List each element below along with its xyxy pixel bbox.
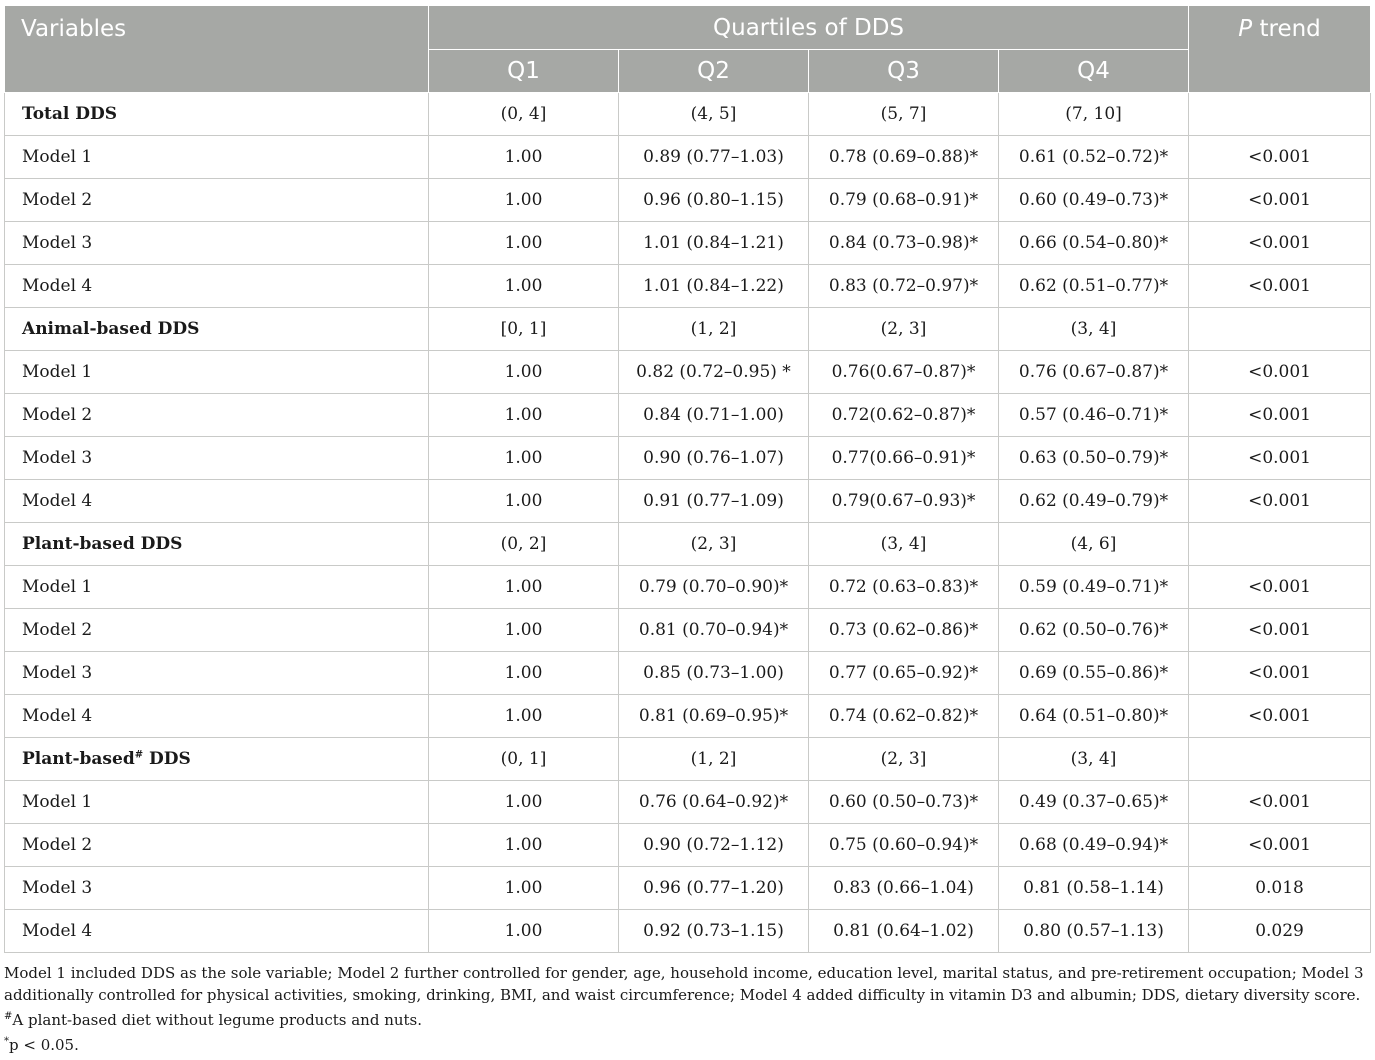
q3-cell: 0.75 (0.60–0.94)*	[809, 824, 999, 867]
model-label: Model 2	[5, 394, 429, 437]
q4-cell: 0.81 (0.58–1.14)	[999, 867, 1189, 910]
group-label	[5, 738, 429, 781]
group-label-sup: #	[134, 749, 144, 761]
q1-cell: 1.00	[429, 566, 619, 609]
q1-cell: 1.00	[429, 652, 619, 695]
q1-cell: 1.00	[429, 781, 619, 824]
header-q2: Q2	[619, 50, 809, 93]
table-row	[5, 609, 1371, 652]
model-label: Model 4	[5, 695, 429, 738]
q2-cell: 0.92 (0.73–1.15)	[619, 910, 809, 953]
table-row-group	[5, 308, 1371, 351]
range-cell: (2, 3]	[809, 738, 999, 781]
q4-cell: 0.62 (0.49–0.79)*	[999, 480, 1189, 523]
header-q1: Q1	[429, 50, 619, 93]
p-trend-cell	[1189, 523, 1371, 566]
q1-cell: 1.00	[429, 179, 619, 222]
range-cell: (3, 4]	[999, 308, 1189, 351]
p-trend-cell	[1189, 308, 1371, 351]
group-label-rest: DDS	[143, 749, 191, 769]
table-row-group	[5, 93, 1371, 136]
q1-cell: 1.00	[429, 222, 619, 265]
p-trend-cell	[1189, 93, 1371, 136]
model-label: Model 1	[5, 566, 429, 609]
q1-cell: 1.00	[429, 824, 619, 867]
model-label: Model 2	[5, 179, 429, 222]
q2-cell: 0.91 (0.77–1.09)	[619, 480, 809, 523]
q4-cell: 0.63 (0.50–0.79)*	[999, 437, 1189, 480]
q1-cell: 1.00	[429, 136, 619, 179]
table-row	[5, 179, 1371, 222]
p-trend-cell: <0.001	[1189, 480, 1371, 523]
table-row	[5, 652, 1371, 695]
q4-cell: 0.68 (0.49–0.94)*	[999, 824, 1189, 867]
header-quartiles: Quartiles of DDS	[429, 6, 1189, 50]
q1-cell: 1.00	[429, 910, 619, 953]
model-label: Model 2	[5, 609, 429, 652]
q2-cell: 0.96 (0.77–1.20)	[619, 867, 809, 910]
q1-cell: 1.00	[429, 867, 619, 910]
table-row	[5, 222, 1371, 265]
q1-cell: 1.00	[429, 265, 619, 308]
q4-cell: 0.49 (0.37–0.65)*	[999, 781, 1189, 824]
p-trend-cell: <0.001	[1189, 179, 1371, 222]
model-label: Model 4	[5, 265, 429, 308]
header-q4: Q4	[999, 50, 1189, 93]
q4-cell: 0.60 (0.49–0.73)*	[999, 179, 1189, 222]
q1-cell: 1.00	[429, 437, 619, 480]
p-trend-cell: <0.001	[1189, 265, 1371, 308]
q4-cell: 0.62 (0.50–0.76)*	[999, 609, 1189, 652]
p-trend-cell: 0.018	[1189, 867, 1371, 910]
model-label: Model 3	[5, 652, 429, 695]
q1-cell: 1.00	[429, 695, 619, 738]
model-label: Model 3	[5, 222, 429, 265]
results-table	[4, 5, 1371, 953]
q3-cell: 0.78 (0.69–0.88)*	[809, 136, 999, 179]
q4-cell: 0.59 (0.49–0.71)*	[999, 566, 1189, 609]
table-row	[5, 695, 1371, 738]
p-trend-cell: <0.001	[1189, 652, 1371, 695]
range-cell: (3, 4]	[809, 523, 999, 566]
range-cell: (4, 6]	[999, 523, 1189, 566]
q3-cell: 0.60 (0.50–0.73)*	[809, 781, 999, 824]
q4-cell: 0.69 (0.55–0.86)*	[999, 652, 1189, 695]
q2-cell: 0.90 (0.76–1.07)	[619, 437, 809, 480]
header-variables: Variables	[5, 6, 429, 93]
table-row-group	[5, 523, 1371, 566]
p-trend-cell: <0.001	[1189, 136, 1371, 179]
table-row	[5, 480, 1371, 523]
group-label	[5, 308, 429, 351]
p-trend-cell: <0.001	[1189, 824, 1371, 867]
q1-cell: 1.00	[429, 394, 619, 437]
table-row	[5, 781, 1371, 824]
q3-cell: 0.83 (0.66–1.04)	[809, 867, 999, 910]
q2-cell: 0.84 (0.71–1.00)	[619, 394, 809, 437]
results-table-container	[4, 5, 1370, 953]
footnote-star-mark: *	[4, 1036, 9, 1047]
range-cell: (7, 10]	[999, 93, 1189, 136]
q2-cell: 0.82 (0.72–0.95) *	[619, 351, 809, 394]
model-label: Model 4	[5, 910, 429, 953]
q3-cell: 0.81 (0.64–1.02)	[809, 910, 999, 953]
q2-cell: 0.90 (0.72–1.12)	[619, 824, 809, 867]
range-cell: [0, 1]	[429, 308, 619, 351]
header-p-trend	[1189, 6, 1371, 93]
footnote-main: Model 1 included DDS as the sole variable; Model 2 further controlled for gender, age, household income, education level, marital status, and pre-retirement occupation; Model 3 additionally controlled for physical activities, smoking, drinking, BMI, and waist circumference; Model 4 added difficulty in vitamin D3 and albumin; DDS, dietary diversity score.	[4, 964, 1364, 1004]
model-label: Model 1	[5, 781, 429, 824]
q4-cell: 0.64 (0.51–0.80)*	[999, 695, 1189, 738]
p-trend-cell: <0.001	[1189, 222, 1371, 265]
table-row	[5, 824, 1371, 867]
q2-cell: 0.96 (0.80–1.15)	[619, 179, 809, 222]
p-trend-cell: <0.001	[1189, 394, 1371, 437]
range-cell: (5, 7]	[809, 93, 999, 136]
q2-cell: 0.85 (0.73–1.00)	[619, 652, 809, 695]
header-p-italic: P	[1238, 16, 1253, 42]
q4-cell: 0.66 (0.54–0.80)*	[999, 222, 1189, 265]
table-row	[5, 351, 1371, 394]
p-trend-cell: 0.029	[1189, 910, 1371, 953]
q3-cell: 0.79 (0.68–0.91)*	[809, 179, 999, 222]
table-row	[5, 394, 1371, 437]
group-label	[5, 93, 429, 136]
p-trend-cell	[1189, 738, 1371, 781]
range-cell: (1, 2]	[619, 738, 809, 781]
header-p-rest: trend	[1252, 16, 1321, 42]
q3-cell: 0.77 (0.65–0.92)*	[809, 652, 999, 695]
footnote-hash-text: A plant-based diet without legume products and nuts.	[12, 1011, 423, 1029]
table-row	[5, 867, 1371, 910]
group-label	[5, 523, 429, 566]
q1-cell: 1.00	[429, 480, 619, 523]
table-row	[5, 265, 1371, 308]
range-cell: (0, 2]	[429, 523, 619, 566]
footnote-hash-mark: #	[4, 1011, 13, 1022]
q3-cell: 0.72(0.62–0.87)*	[809, 394, 999, 437]
model-label: Model 3	[5, 867, 429, 910]
model-label: Model 1	[5, 136, 429, 179]
footnote-hash	[4, 1006, 1372, 1031]
q3-cell: 0.76(0.67–0.87)*	[809, 351, 999, 394]
p-trend-cell: <0.001	[1189, 566, 1371, 609]
group-label-text: Plant-based	[22, 749, 135, 769]
range-cell: (1, 2]	[619, 308, 809, 351]
range-cell: (2, 3]	[809, 308, 999, 351]
p-trend-cell: <0.001	[1189, 351, 1371, 394]
range-cell: (3, 4]	[999, 738, 1189, 781]
group-label-text: Total DDS	[22, 104, 118, 124]
range-cell: (0, 1]	[429, 738, 619, 781]
q3-cell: 0.83 (0.72–0.97)*	[809, 265, 999, 308]
q2-cell: 0.79 (0.70–0.90)*	[619, 566, 809, 609]
q4-cell: 0.61 (0.52–0.72)*	[999, 136, 1189, 179]
q2-cell: 1.01 (0.84–1.21)	[619, 222, 809, 265]
table-row	[5, 136, 1371, 179]
q2-cell: 0.81 (0.69–0.95)*	[619, 695, 809, 738]
q2-cell: 1.01 (0.84–1.22)	[619, 265, 809, 308]
model-label: Model 1	[5, 351, 429, 394]
group-label-text: Animal-based DDS	[22, 319, 200, 339]
q3-cell: 0.72 (0.63–0.83)*	[809, 566, 999, 609]
table-row	[5, 437, 1371, 480]
q2-cell: 0.89 (0.77–1.03)	[619, 136, 809, 179]
header-q3: Q3	[809, 50, 999, 93]
footnote-star	[4, 1031, 1372, 1056]
table-row	[5, 910, 1371, 953]
q3-cell: 0.74 (0.62–0.82)*	[809, 695, 999, 738]
q2-cell: 0.76 (0.64–0.92)*	[619, 781, 809, 824]
range-cell: (0, 4]	[429, 93, 619, 136]
q2-cell: 0.81 (0.70–0.94)*	[619, 609, 809, 652]
q3-cell: 0.79(0.67–0.93)*	[809, 480, 999, 523]
q1-cell: 1.00	[429, 351, 619, 394]
q4-cell: 0.80 (0.57–1.13)	[999, 910, 1189, 953]
q4-cell: 0.76 (0.67–0.87)*	[999, 351, 1189, 394]
p-trend-cell: <0.001	[1189, 609, 1371, 652]
model-label: Model 4	[5, 480, 429, 523]
range-cell: (4, 5]	[619, 93, 809, 136]
table-row	[5, 566, 1371, 609]
q1-cell: 1.00	[429, 609, 619, 652]
table-header	[5, 6, 1371, 93]
footnotes	[4, 962, 1372, 1056]
q3-cell: 0.73 (0.62–0.86)*	[809, 609, 999, 652]
model-label: Model 2	[5, 824, 429, 867]
p-trend-cell: <0.001	[1189, 781, 1371, 824]
table-body	[5, 93, 1371, 953]
q3-cell: 0.77(0.66–0.91)*	[809, 437, 999, 480]
table-row-group	[5, 738, 1371, 781]
p-trend-cell: <0.001	[1189, 695, 1371, 738]
q3-cell: 0.84 (0.73–0.98)*	[809, 222, 999, 265]
q4-cell: 0.57 (0.46–0.71)*	[999, 394, 1189, 437]
footnote-star-text: p < 0.05.	[9, 1036, 79, 1054]
q4-cell: 0.62 (0.51–0.77)*	[999, 265, 1189, 308]
group-label-text: Plant-based DDS	[22, 534, 183, 554]
p-trend-cell: <0.001	[1189, 437, 1371, 480]
model-label: Model 3	[5, 437, 429, 480]
range-cell: (2, 3]	[619, 523, 809, 566]
